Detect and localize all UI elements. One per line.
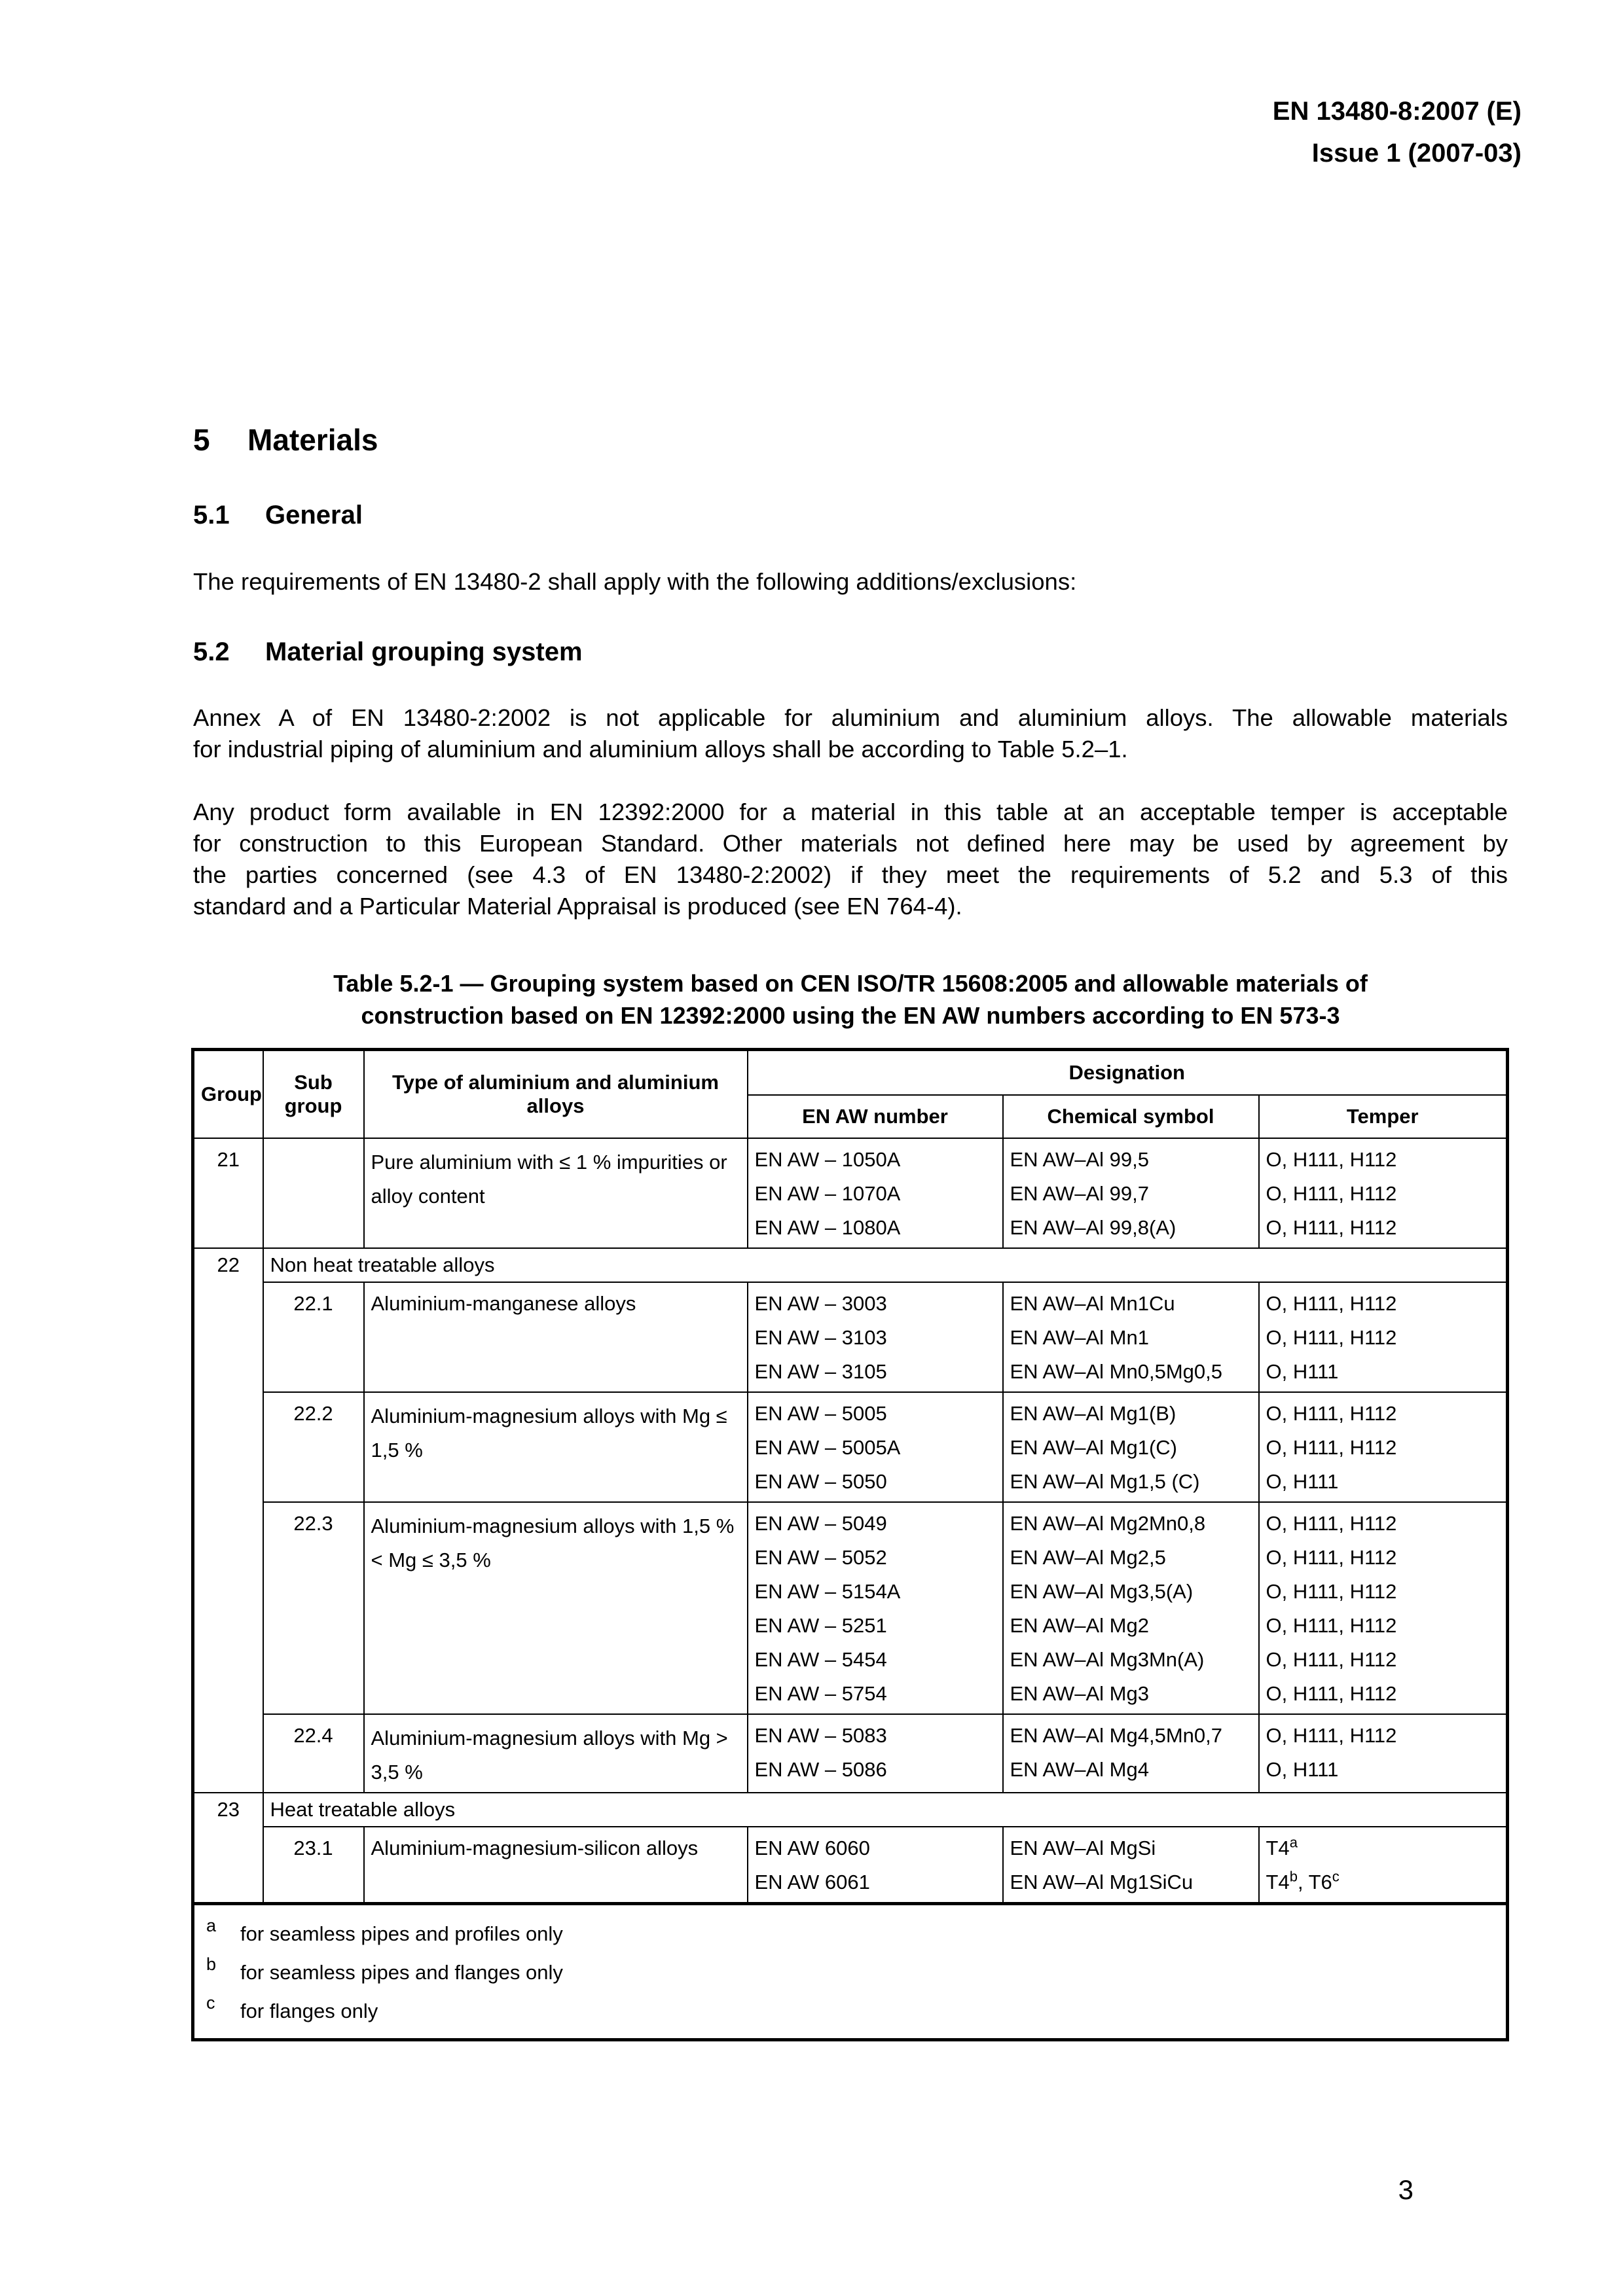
table-caption (193, 967, 1508, 1031)
temper (1266, 1831, 1500, 1865)
header-en-aw-number: EN AW number (748, 1095, 1003, 1138)
temper: O, H111 (1266, 1470, 1339, 1493)
en-aw-number: EN AW – 5050 (754, 1470, 887, 1493)
en-aw-number: EN AW – 3003 (754, 1292, 887, 1315)
footnote-ref: b (1289, 1868, 1298, 1885)
header-type: Type of aluminium and aluminium alloys (364, 1050, 748, 1139)
group-cell: 23 (193, 1793, 263, 1904)
header-temper: Temper (1259, 1095, 1508, 1138)
temper-cell (1259, 1714, 1508, 1793)
chemical-symbol: EN AW–Al Mg3Mn(A) (1010, 1648, 1205, 1671)
section-5-heading (193, 422, 378, 457)
subgroup-cell: 22.1 (263, 1282, 364, 1392)
paragraph-line: for construction to this European Standard. Other materials not defined here may be used by agreement by (193, 830, 1508, 857)
section-title: General (265, 501, 363, 529)
temper-value: T4 (1266, 1871, 1290, 1893)
chemical-symbol-cell (1003, 1827, 1259, 1904)
chemical-symbol: EN AW–Al Mg3,5(A) (1010, 1580, 1194, 1603)
chemical-symbol: EN AW–Al Mn1 (1010, 1326, 1149, 1349)
temper: O, H111, H112 (1266, 1512, 1397, 1535)
en-aw-number: EN AW – 5454 (754, 1648, 887, 1671)
section-5-2-heading (193, 637, 583, 667)
paragraph-line: Any product form available in EN 12392:2000 for a material in this table at an acceptable temper is acceptable (193, 798, 1508, 825)
temper: O, H111, H112 (1266, 1614, 1397, 1637)
chemical-symbol: EN AW–Al MgSi (1010, 1837, 1156, 1859)
chemical-symbol: EN AW–Al Mg3 (1010, 1682, 1149, 1705)
temper-cell (1259, 1138, 1508, 1248)
header-group: Group (193, 1050, 263, 1139)
table-notes-row (193, 1904, 1508, 2040)
en-aw-number: EN AW – 1070A (754, 1182, 901, 1205)
type-cell: Aluminium-manganese alloys (364, 1282, 748, 1392)
temper: O, H111, H112 (1266, 1326, 1397, 1349)
en-aw-number: EN AW – 5005A (754, 1436, 901, 1459)
page-number: 3 (1398, 2174, 1413, 2205)
table-row (193, 1827, 1508, 1904)
en-aw-number: EN AW – 1050A (754, 1148, 901, 1171)
en-aw-number: EN AW 6060 (754, 1837, 870, 1859)
note-text: for seamless pipes and flanges only (240, 1961, 563, 1984)
section-title: Material grouping system (265, 637, 583, 666)
en-aw-cell (748, 1827, 1003, 1904)
en-aw-cell (748, 1502, 1003, 1714)
subgroup-cell: 22.2 (263, 1392, 364, 1502)
note-mark: c (206, 1993, 215, 2013)
chemical-symbol: EN AW–Al Mg2 (1010, 1614, 1149, 1637)
group-cell: 22 (193, 1248, 263, 1793)
table-row (193, 1282, 1508, 1392)
footnote-ref: c (1332, 1868, 1340, 1885)
section-title: Materials (247, 423, 378, 457)
temper-cell (1259, 1827, 1508, 1904)
header-designation: Designation (748, 1050, 1508, 1096)
annex-paragraph (193, 702, 1508, 765)
subgroup-cell (263, 1138, 364, 1248)
footnote-ref: a (1289, 1834, 1298, 1851)
en-aw-number: EN AW – 5251 (754, 1614, 887, 1637)
caption-line: Table 5.2-1 — Grouping system based on CEN ISO/TR 15608:2005 and allowable materials of (333, 970, 1368, 997)
temper-cell (1259, 1502, 1508, 1714)
table-note (206, 1953, 1494, 1992)
subgroup-cell: 23.1 (263, 1827, 364, 1904)
chemical-symbol: EN AW–Al 99,8(A) (1010, 1216, 1176, 1239)
table-row (193, 1248, 1508, 1282)
paragraph-line: Annex A of EN 13480-2:2002 is not applicable for aluminium and aluminium alloys. The allowable materials (193, 704, 1508, 731)
chemical-symbol-cell (1003, 1282, 1259, 1392)
section-number: 5 (193, 423, 210, 457)
group-cell: 21 (193, 1138, 263, 1248)
temper-value: T6 (1308, 1871, 1332, 1893)
chemical-symbol-cell (1003, 1502, 1259, 1714)
table-row (193, 1793, 1508, 1827)
en-aw-number: EN AW – 5754 (754, 1682, 887, 1705)
note-text: for flanges only (240, 2000, 378, 2022)
chemical-symbol: EN AW–Al 99,7 (1010, 1182, 1150, 1205)
chemical-symbol: EN AW–Al Mg1SiCu (1010, 1871, 1194, 1893)
temper: O, H111, H112 (1266, 1148, 1397, 1171)
en-aw-number: EN AW – 5154A (754, 1580, 901, 1603)
paragraph-line: standard and a Particular Material Appraisal is produced (see EN 764-4). (193, 893, 962, 920)
temper: O, H111, H112 (1266, 1648, 1397, 1671)
temper: O, H111, H112 (1266, 1546, 1397, 1569)
temper: O, H111, H112 (1266, 1402, 1397, 1425)
issue-date: Issue 1 (2007-03) (1311, 139, 1522, 168)
en-aw-cell (748, 1138, 1003, 1248)
en-aw-number: EN AW – 5052 (754, 1546, 887, 1569)
en-aw-number: EN AW – 5049 (754, 1512, 887, 1535)
chemical-symbol: EN AW–Al Mg1,5 (C) (1010, 1470, 1200, 1493)
temper: O, H111, H112 (1266, 1216, 1397, 1239)
section-5-1-heading (193, 501, 363, 530)
material-grouping-table (191, 1048, 1509, 2041)
table-row (193, 1392, 1508, 1502)
chemical-symbol: EN AW–Al Mg1(C) (1010, 1436, 1178, 1459)
table-row (193, 1138, 1508, 1248)
chemical-symbol: EN AW–Al Mg2Mn0,8 (1010, 1512, 1206, 1535)
en-aw-cell (748, 1392, 1003, 1502)
type-cell: Aluminium-magnesium alloys with Mg > 3,5 % (364, 1714, 748, 1793)
temper: O, H111, H112 (1266, 1182, 1397, 1205)
en-aw-number: EN AW – 3105 (754, 1360, 887, 1383)
paragraph-line: for industrial piping of aluminium and aluminium alloys shall be according to Table 5.2–1. (193, 736, 1128, 762)
chemical-symbol-cell (1003, 1138, 1259, 1248)
chemical-symbol-cell (1003, 1714, 1259, 1793)
type-cell: Pure aluminium with ≤ 1 % impurities or alloy content (364, 1138, 748, 1248)
chemical-symbol: EN AW–Al Mg4,5Mn0,7 (1010, 1724, 1222, 1747)
table-row (193, 1502, 1508, 1714)
chemical-symbol-cell (1003, 1392, 1259, 1502)
temper: O, H111 (1266, 1360, 1339, 1383)
note-mark: a (206, 1916, 217, 1935)
caption-line: construction based on EN 12392:2000 using the EN AW numbers according to EN 573-3 (361, 1002, 1340, 1029)
chemical-symbol: EN AW–Al Mn1Cu (1010, 1292, 1175, 1315)
chemical-symbol: EN AW–Al Mg2,5 (1010, 1546, 1166, 1569)
general-paragraph: The requirements of EN 13480-2 shall apply with the following additions/exclusions: (193, 568, 1077, 595)
group-title: Non heat treatable alloys (263, 1248, 1508, 1282)
header-chemical-symbol: Chemical symbol (1003, 1095, 1259, 1138)
note-text: for seamless pipes and profiles only (240, 1922, 563, 1945)
type-cell: Aluminium-magnesium-silicon alloys (364, 1827, 748, 1904)
chemical-symbol: EN AW–Al Mg1(B) (1010, 1402, 1176, 1425)
en-aw-number: EN AW – 5086 (754, 1758, 887, 1781)
subgroup-cell: 22.4 (263, 1714, 364, 1793)
temper: O, H111, H112 (1266, 1436, 1397, 1459)
table-note (206, 1992, 1494, 2030)
chemical-symbol: EN AW–Al 99,5 (1010, 1148, 1150, 1171)
document-id: EN 13480-8:2007 (E) (1272, 97, 1522, 126)
temper-cell (1259, 1392, 1508, 1502)
paragraph-line: the parties concerned (see 4.3 of EN 13480-2:2002) if they meet the requirements of 5.2 and 5.3 of this (193, 861, 1508, 888)
temper (1266, 1865, 1500, 1899)
section-number: 5.2 (193, 637, 230, 666)
table-notes (193, 1904, 1508, 2040)
header-subgroup: Sub group (263, 1050, 364, 1139)
temper: O, H111, H112 (1266, 1724, 1397, 1747)
temper-value: T4 (1266, 1837, 1290, 1859)
en-aw-number: EN AW – 1080A (754, 1216, 901, 1239)
temper-separator: , (1297, 1871, 1309, 1893)
en-aw-number: EN AW – 3103 (754, 1326, 887, 1349)
product-form-paragraph (193, 797, 1508, 922)
table-row (193, 1714, 1508, 1793)
note-mark: b (206, 1954, 217, 1974)
chemical-symbol: EN AW–Al Mn0,5Mg0,5 (1010, 1360, 1222, 1383)
en-aw-cell (748, 1282, 1003, 1392)
en-aw-number: EN AW 6061 (754, 1871, 870, 1893)
type-cell: Aluminium-magnesium alloys with 1,5 % < Mg ≤ 3,5 % (364, 1502, 748, 1714)
en-aw-cell (748, 1714, 1003, 1793)
temper: O, H111, H112 (1266, 1580, 1397, 1603)
subgroup-cell: 22.3 (263, 1502, 364, 1714)
group-title: Heat treatable alloys (263, 1793, 1508, 1827)
chemical-symbol: EN AW–Al Mg4 (1010, 1758, 1149, 1781)
type-cell: Aluminium-magnesium alloys with Mg ≤ 1,5 % (364, 1392, 748, 1502)
temper: O, H111 (1266, 1758, 1339, 1781)
en-aw-number: EN AW – 5083 (754, 1724, 887, 1747)
temper: O, H111, H112 (1266, 1292, 1397, 1315)
table-note (206, 1914, 1494, 1953)
en-aw-number: EN AW – 5005 (754, 1402, 887, 1425)
temper-cell (1259, 1282, 1508, 1392)
section-number: 5.1 (193, 501, 230, 529)
temper: O, H111, H112 (1266, 1682, 1397, 1705)
